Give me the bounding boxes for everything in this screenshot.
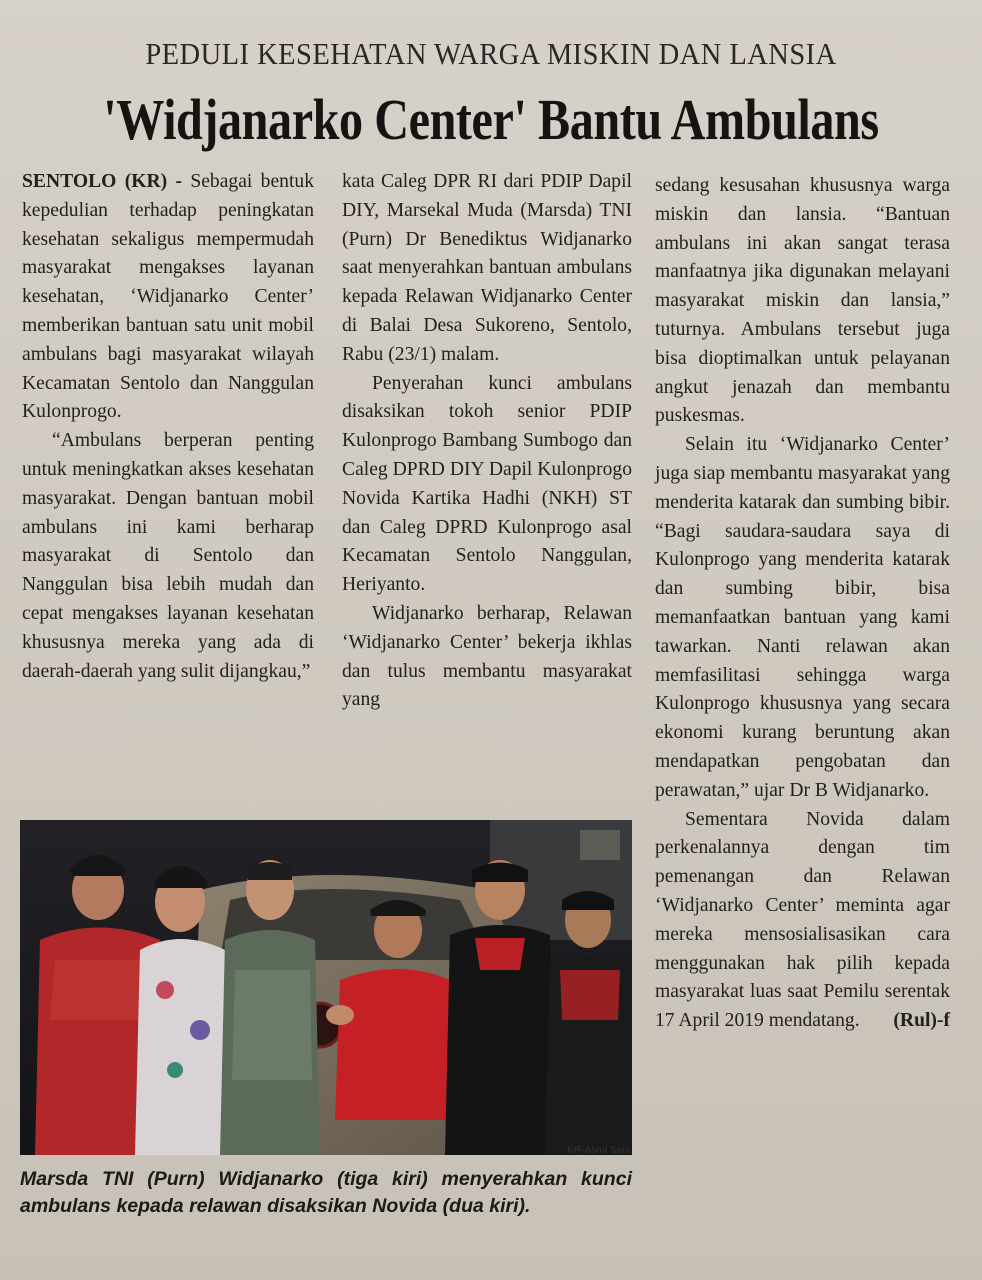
article-column-3 — [655, 172, 950, 1036]
article-kicker: PEDULI KESEHATAN WARGA MISKIN DAN LANSIA — [145, 36, 837, 71]
photo-credit: KR-Asrul Sani — [567, 1145, 630, 1156]
handshake — [326, 1005, 354, 1025]
article-paragraph — [22, 168, 314, 427]
article-closing-text: Sementara Novida dalam perkenalannya dengan tim pemenangan dan Relawan ‘Widjanarko Center’ meminta agar mereka mensosialisasikan cara menggunakan hak pilih kepada masyarakat luas saat Pemilu serentak 17 April 2019 mendatang. — [655, 808, 950, 1032]
article-paragraph — [655, 806, 950, 1036]
news-photo — [20, 820, 632, 1155]
news-photo-illustration — [20, 820, 632, 1155]
article-headline: 'Widjanarko Center' Bantu Ambulans — [103, 87, 879, 152]
article-paragraph: kata Caleg DPR RI dari PDIP Dapil DIY, Marsekal Muda (Marsda) TNI (Purn) Dr Benediktus Widjanarko saat menyerahkan bantuan ambulans kepada Relawan Widjanarko Center di Balai Desa Sukoreno, Sentolo, Rabu (23/1) malam. — [342, 171, 632, 365]
article-lead-text: Sebagai bentuk kepedulian terhadap peningkatan kesehatan sekaligus mempermudah masyarakat mengakses layanan kesehatan, ‘Widjanarko Center’ memberikan bantuan satu unit mobil ambulans bagi masyarakat wilayah Kecamatan Sentolo dan Nanggulan Kulonprogo. — [22, 171, 314, 423]
article-column-2 — [342, 168, 632, 715]
article-paragraph: Selain itu ‘Widjanarko Center’ juga siap membantu masyarakat yang menderita katarak dan sumbing bibir. “Bagi saudara-saudara saya di Kulonprogo yang menderita katarak dan sumbing bibir, bisa memanfaatkan bantuan yang kami tawarkan. Nanti relawan akan memfasilitasi sehingga warga Kulonprogo khususnya yang secara ekonomi kurang beruntung akan mendapatkan pengobatan dan perawatan,” ujar Dr B Widjanarko. — [655, 434, 950, 801]
article-signoff: (Rul)-f — [893, 1010, 950, 1032]
photo-caption: Marsda TNI (Purn) Widjanarko (tiga kiri) menyerahkan kunci ambulans kepada relawan disaksikan Novida (dua kiri). — [20, 1168, 632, 1217]
article-paragraph: sedang kesusahan khususnya warga miskin dan lansia. “Bantuan ambulans ini akan sangat terasa manfaatnya jika digunakan melayani masyarakat miskin dan lansia,” tuturnya. Ambulans tersebut juga bisa dioptimalkan untuk pelayanan angkut jenazah dan membantu puskesmas. — [655, 175, 950, 427]
article-paragraph: Widjanarko berharap, Relawan ‘Widjanarko Center’ bekerja ikhlas dan tulus membantu masyarakat yang — [342, 602, 632, 711]
article-paragraph: “Ambulans berperan penting untuk meningkatkan akses kesehatan masyarakat. Dengan bantuan mobil ambulans ini kami berharap masyarakat di Sentolo dan Nanggulan bisa lebih mudah dan cepat mengakses layanan kesehatan khususnya mereka yang ada di daerah-daerah yang sulit dijangkau,” — [22, 430, 314, 682]
article-paragraph: Penyerahan kunci ambulans disaksikan tokoh senior PDIP Kulonprogo Bambang Sumbogo dan Caleg DPRD DIY Dapil Kulonprogo Novida Kartika Hadhi (NKH) ST dan Caleg DPRD Kulonprogo asal Kecamatan Sentolo Nanggulan, Heriyanto. — [342, 372, 632, 596]
article-dateline: SENTOLO (KR) - — [22, 171, 182, 192]
article-column-1 — [22, 168, 314, 686]
